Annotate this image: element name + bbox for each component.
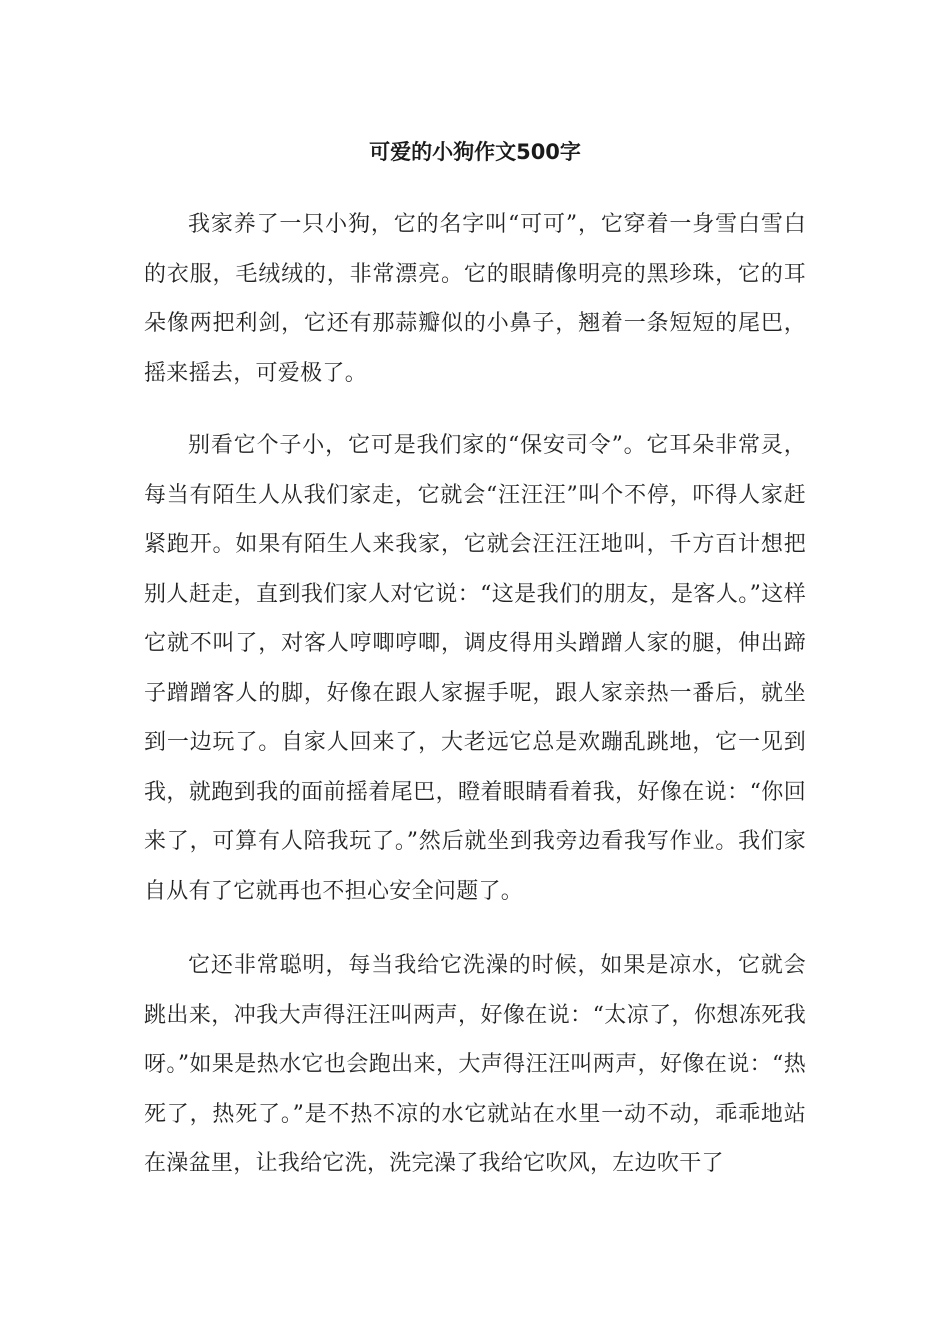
document-title: 可爱的小狗作文500字 (369, 140, 581, 164)
paragraph-1: 我家养了一只小狗，它的名字叫“可可”，它穿着一身雪白雪白的衣服，毛绒绒的，非常漂亮。它的眼睛像明亮的黑珍珠，它的耳朵像两把利剑，它还有那蒜瓣似的小鼻子，翘着一条短短的尾巴，摇来摇去，可爱极了。 (144, 212, 806, 386)
paragraph-3: 它还非常聪明，每当我给它洗澡的时候，如果是凉水，它就会跳出来，冲我大声得汪汪叫两声，好像在说：“太凉了，你想冻死我呀。”如果是热水它也会跑出来，大声得汪汪叫两声，好像在说：“热死了，热死了。”是不热不凉的水它就站在水里一动不动，乖乖地站在澡盆里，让我给它洗，洗完澡了我给它吹风，左边吹干了 (144, 953, 806, 1176)
paragraph-2: 别看它个子小，它可是我们家的“保安司令”。它耳朵非常灵，每当有陌生人从我们家走，它就会“汪汪汪”叫个不停，吓得人家赶紧跑开。如果有陌生人来我家，它就会汪汪汪地叫，千方百计想把别人赶走，直到我们家人对它说：“这是我们的朋友，是客人。”这样它就不叫了，对客人哼唧哼唧，调皮得用头蹭蹭人家的腿，伸出蹄子蹭蹭客人的脚，好像在跟人家握手呢，跟人家亲热一番后，就坐到一边玩了。自家人回来了，大老远它总是欢蹦乱跳地，它一见到我，就跑到我的面前摇着尾巴，瞪着眼睛看着我，好像在说：“你回来了，可算有人陪我玩了。”然后就坐到我旁边看我写作业。我们家自从有了它就再也不担心安全问题了。 (144, 433, 806, 904)
